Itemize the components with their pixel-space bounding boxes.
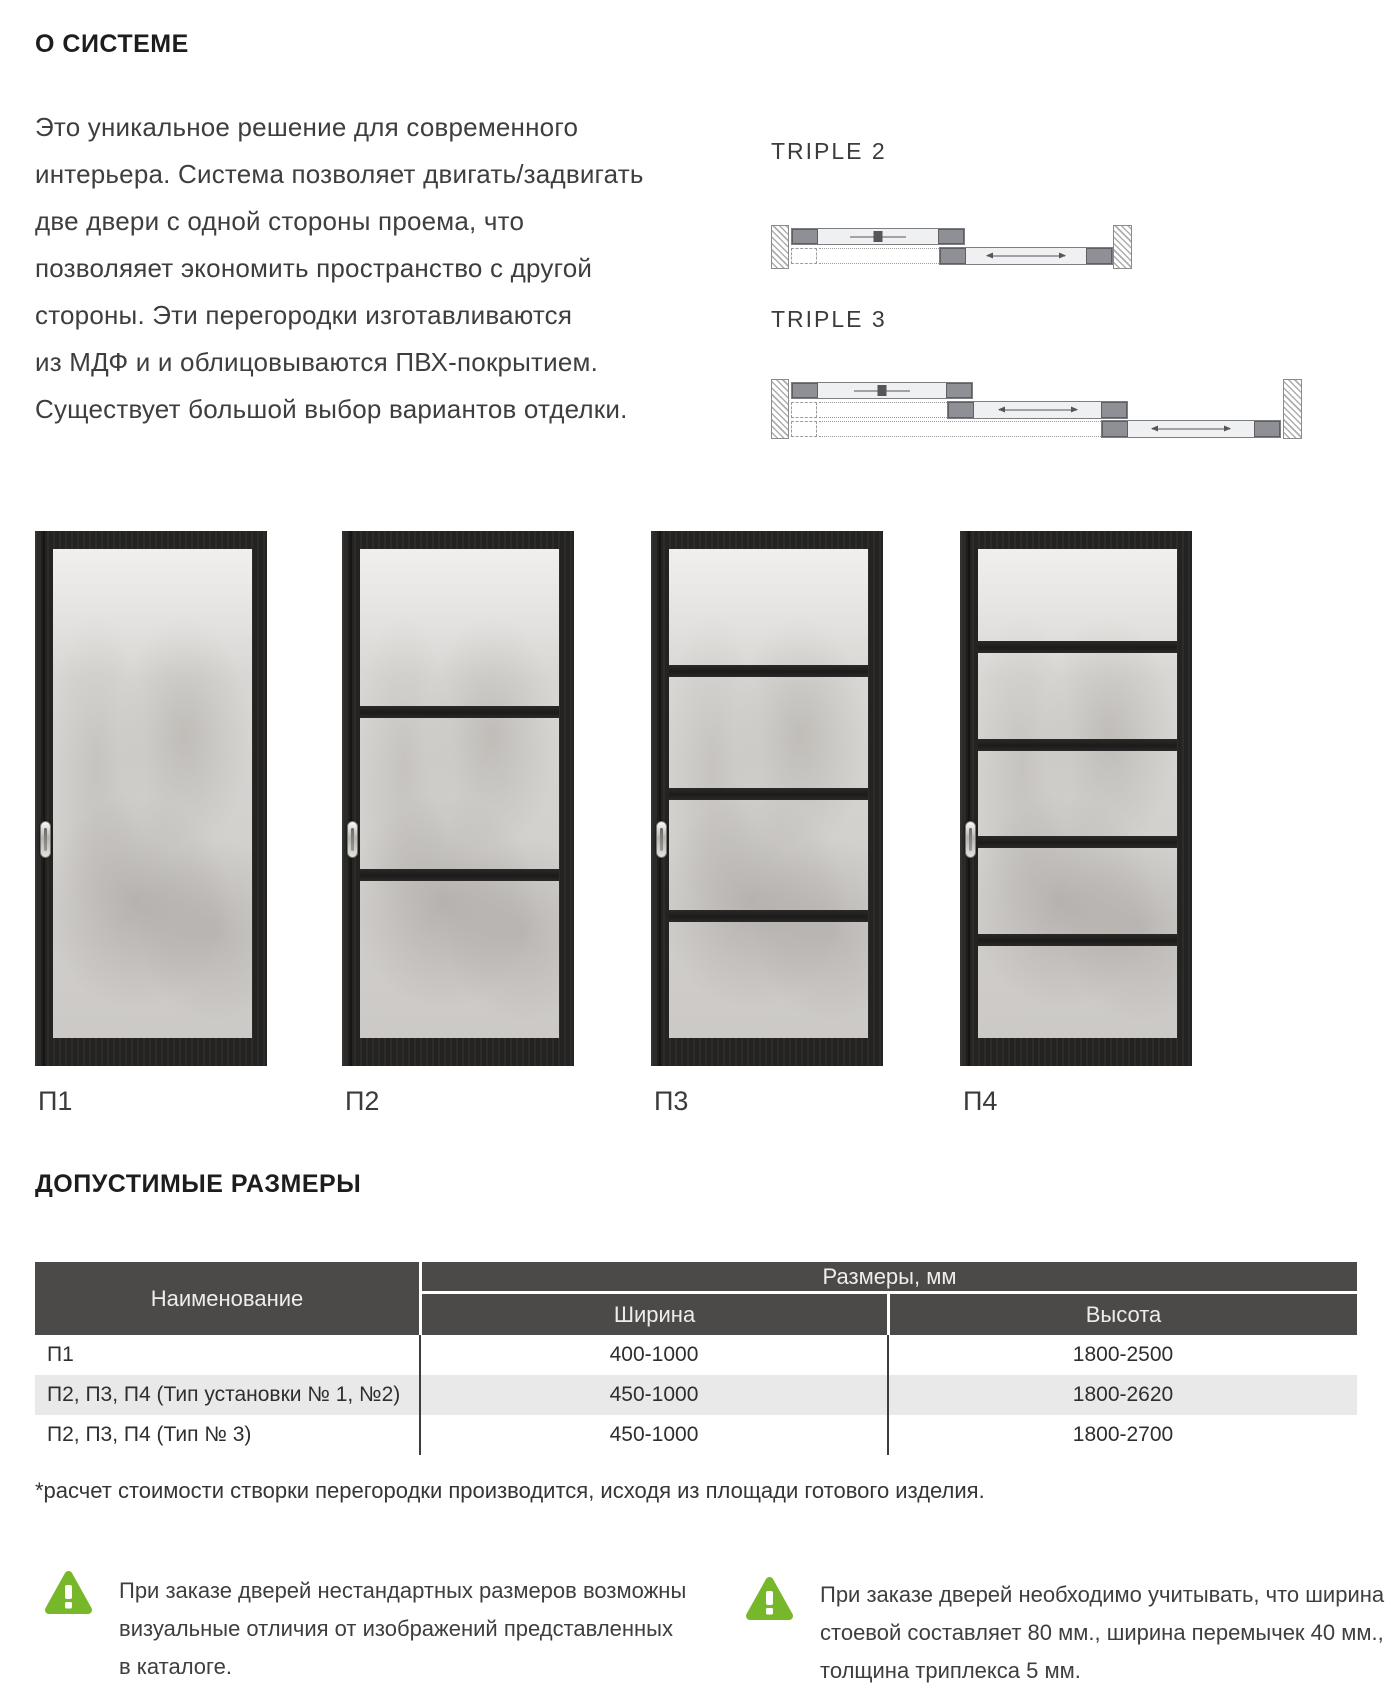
- retracted-panel-ghost: [791, 421, 817, 437]
- cell-width: 450-1000: [419, 1375, 887, 1415]
- door-label-p1: П1: [38, 1086, 73, 1116]
- panel-cap: [792, 383, 818, 398]
- panel-cap: [1101, 402, 1127, 418]
- about-title: О СИСТЕМЕ: [35, 30, 189, 58]
- mullion: [360, 869, 559, 881]
- column-header-sizes-group: Размеры, мм: [419, 1262, 1357, 1291]
- column-header-width: Ширина: [419, 1291, 887, 1335]
- about-line: две двери с одной стороны проема, что: [35, 206, 525, 236]
- wall-hatch-right: [1113, 225, 1132, 269]
- cell-name: П1: [47, 1343, 74, 1366]
- about-line: Существует большой выбор вариантов отделки.: [35, 394, 628, 424]
- door-render-p3: [651, 531, 883, 1066]
- triple2-title: TRIPLE 2: [771, 138, 887, 164]
- guide-dotted-line: [819, 436, 1101, 437]
- note-line: стоевой составляет 80 мм., ширина перемычек 40 мм.,: [820, 1620, 1384, 1645]
- warning-triangle-icon: [745, 1576, 794, 1622]
- sizes-title: ДОПУСТИМЫЕ РАЗМЕРЫ: [35, 1170, 362, 1198]
- cell-height: 1800-2700: [887, 1415, 1357, 1455]
- warning-triangle-icon: [44, 1570, 93, 1616]
- panel-cap: [940, 248, 966, 264]
- door-handle: [656, 821, 667, 858]
- mullion: [669, 910, 868, 922]
- door-handle: [40, 821, 51, 858]
- mullion: [669, 788, 868, 800]
- note-right: [820, 1576, 1384, 1690]
- door-handle: [347, 821, 358, 858]
- cell-height: 1800-2500: [887, 1335, 1357, 1375]
- door-label-p2: П2: [345, 1086, 380, 1116]
- double-arrow-icon: [999, 410, 1077, 411]
- mullion: [669, 665, 868, 677]
- mullion: [978, 836, 1177, 848]
- panel-cap: [948, 402, 974, 418]
- door-panel-sliding: [939, 247, 1113, 265]
- frosted-glass: [360, 549, 559, 1038]
- triple3-title: TRIPLE 3: [771, 306, 887, 332]
- panel-cap: [792, 229, 818, 244]
- note-line: При заказе дверей необходимо учитывать, что ширина: [820, 1582, 1385, 1607]
- door-handle: [965, 821, 976, 858]
- about-line: интерьера. Система позволяет двигать/задвигать: [35, 159, 644, 189]
- panel-cap: [946, 383, 972, 398]
- wall-hatch-right: [1283, 379, 1302, 439]
- frosted-glass: [669, 549, 868, 1038]
- wall-hatch-left: [771, 379, 789, 439]
- guide-dotted-line: [819, 402, 947, 403]
- fixed-symbol-icon: [854, 390, 910, 391]
- door-panel-sliding: [1101, 420, 1281, 438]
- door-render-p4: [960, 531, 1192, 1066]
- table-row: [35, 1335, 1357, 1375]
- double-arrow-icon: [1152, 429, 1230, 430]
- mullion: [978, 934, 1177, 946]
- panel-body: [966, 248, 1086, 264]
- note-line: При заказе дверей нестандартных размеров возможны: [119, 1578, 687, 1603]
- retracted-panel-ghost: [791, 402, 817, 418]
- mullion: [978, 641, 1177, 653]
- double-arrow-icon: [987, 256, 1065, 257]
- triple3-diagram: [771, 296, 1302, 451]
- frosted-glass: [53, 549, 252, 1038]
- note-line: визуальные отличия от изображений представленных: [119, 1616, 673, 1641]
- panel-body: [818, 229, 938, 244]
- door-label-p4: П4: [963, 1086, 998, 1116]
- door-panel-fixed: [791, 382, 973, 399]
- note-left: [119, 1572, 686, 1686]
- table-row: [35, 1415, 1357, 1455]
- frosted-glass: [978, 549, 1177, 1038]
- cell-width: 450-1000: [419, 1415, 887, 1455]
- panel-body: [818, 383, 946, 398]
- mullion: [978, 739, 1177, 751]
- mullion: [360, 706, 559, 718]
- triple2-diagram: [771, 128, 1136, 273]
- panel-cap: [1102, 421, 1128, 437]
- door-panel-fixed: [791, 228, 965, 245]
- door-render-p2: [342, 531, 574, 1066]
- fixed-symbol-icon: [850, 236, 906, 237]
- panel-cap: [1254, 421, 1280, 437]
- panel-cap: [1086, 248, 1112, 264]
- wall-hatch-left: [771, 225, 789, 269]
- guide-dotted-line: [819, 263, 939, 264]
- cell-width: 400-1000: [419, 1335, 887, 1375]
- about-line: из МДФ и и облицовываются ПВХ-покрытием.: [35, 347, 599, 377]
- door-render-p1: [35, 531, 267, 1066]
- door-panel-sliding: [947, 401, 1128, 419]
- retracted-panel-ghost: [791, 248, 817, 264]
- table-footnote: *расчет стоимости створки перегородки производится, исходя из площади готового изделия.: [35, 1478, 985, 1503]
- guide-dotted-line: [819, 421, 1101, 422]
- cell-name: П2, П3, П4 (Тип установки № 1, №2): [35, 1375, 419, 1415]
- guide-dotted-line: [819, 248, 939, 249]
- panel-body: [1128, 421, 1254, 437]
- door-label-p3: П3: [654, 1086, 689, 1116]
- about-line: стороны. Эти перегородки изготавливаются: [35, 300, 573, 330]
- about-line: Это уникальное решение для современного: [35, 112, 579, 142]
- guide-dotted-line: [819, 417, 947, 418]
- note-line: толщина триплекса 5 мм.: [820, 1658, 1081, 1683]
- cell-name: П2, П3, П4 (Тип № 3): [47, 1423, 252, 1446]
- column-header-height: Высота: [887, 1291, 1357, 1335]
- sizes-table: [35, 1262, 1357, 1455]
- note-line: в каталоге.: [119, 1654, 232, 1679]
- about-paragraph: [35, 104, 644, 433]
- column-header-name: Наименование: [35, 1262, 419, 1335]
- about-line: позволяяет экономить пространство с другой: [35, 253, 593, 283]
- table-row: [35, 1375, 1357, 1415]
- panel-cap: [938, 229, 964, 244]
- panel-body: [974, 402, 1101, 418]
- cell-height: 1800-2620: [887, 1375, 1357, 1415]
